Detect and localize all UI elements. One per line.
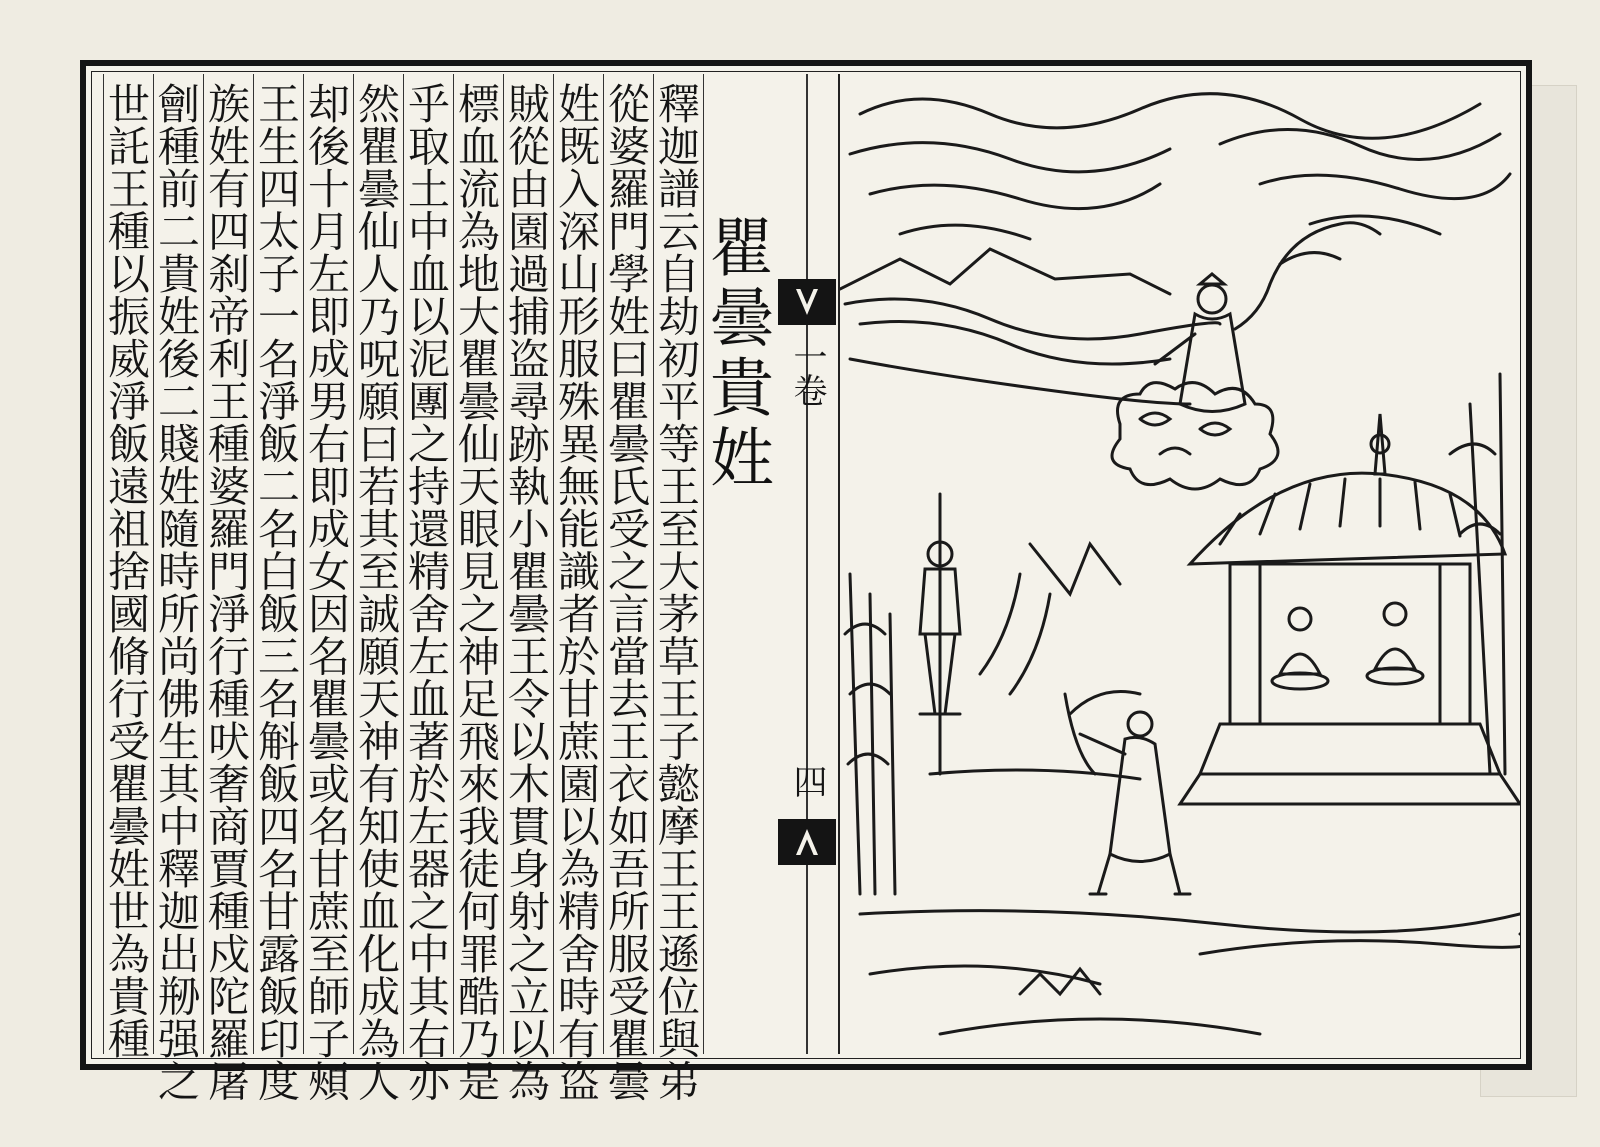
text-column xyxy=(352,74,403,1102)
column-text: 標血流為地大瞿曇仙天眼見之神足飛來我徒何罪酷乃是 xyxy=(452,82,501,1102)
column-text: 世託王種以振威淨飯遠祖捨國脩行受瞿曇姓世為貴種 xyxy=(102,82,151,1060)
ground-lines xyxy=(860,770,1520,1034)
column-text: 然瞿曇仙人乃呪願曰若其至誠願天神有知使血化成為人 xyxy=(352,82,401,1102)
upper-fishtail-mark xyxy=(778,279,836,325)
text-column xyxy=(152,74,203,1102)
column-text: 族姓有四刹帝利王種婆羅門淨行種吠奢商賈種戍陀羅屠 xyxy=(202,82,251,1102)
text-column xyxy=(552,74,603,1102)
column-text: 從婆羅門學姓曰瞿曇氏受之言當去王衣如吾所服受瞿曇 xyxy=(602,82,651,1102)
thatched-pavilion xyxy=(1180,414,1520,804)
lower-fishtail-mark xyxy=(778,819,836,865)
sage-cloud xyxy=(1112,383,1278,489)
center-fold xyxy=(776,74,840,1054)
text-column xyxy=(202,74,253,1102)
title-column xyxy=(699,74,776,1054)
page-number: 四 xyxy=(787,764,827,798)
page-title: 瞿曇貴姓 xyxy=(699,214,773,494)
column-text: 乎取土中血以泥團之持還精舍左血著於左器之中其右亦 xyxy=(402,82,451,1102)
volume-label: 一卷 xyxy=(787,339,827,407)
column-text: 却後十月左即成男右即成女因名瞿曇或名甘蔗至師子頰 xyxy=(302,82,351,1102)
text-column xyxy=(602,74,653,1102)
text-column xyxy=(452,74,503,1102)
seated-monks xyxy=(1272,603,1423,689)
column-text: 劊種前二貴姓後二賤姓隨時所尚佛生其中釋迦出剙强之 xyxy=(152,82,201,1102)
column-text: 賊從由園過捕盗尋跡執小瞿曇王令以木貫身射之立以為 xyxy=(502,82,551,1102)
archer xyxy=(1065,692,1190,895)
text-column xyxy=(502,74,553,1102)
fold-line xyxy=(806,74,808,1054)
sky-clouds xyxy=(850,94,1510,239)
text-column xyxy=(652,74,703,1102)
column-text: 王生四太子一名淨飯二名白飯三名斛飯四名甘露飯印度 xyxy=(252,82,301,1102)
distant-mountains xyxy=(840,249,1220,404)
impaled-figure xyxy=(920,494,960,774)
column-text: 釋迦譜云自劫初平等王至大茅草王子懿摩王王遜位與弟 xyxy=(652,82,701,1102)
woodblock-illustration xyxy=(840,74,1520,1054)
text-column xyxy=(402,74,453,1102)
column-text: 姓既入深山形服殊異無能識者於甘蔗園以為精舍時有盗 xyxy=(552,82,601,1102)
text-column xyxy=(102,74,153,1060)
text-block xyxy=(96,74,776,1102)
text-column xyxy=(302,74,353,1102)
text-column xyxy=(252,74,303,1102)
